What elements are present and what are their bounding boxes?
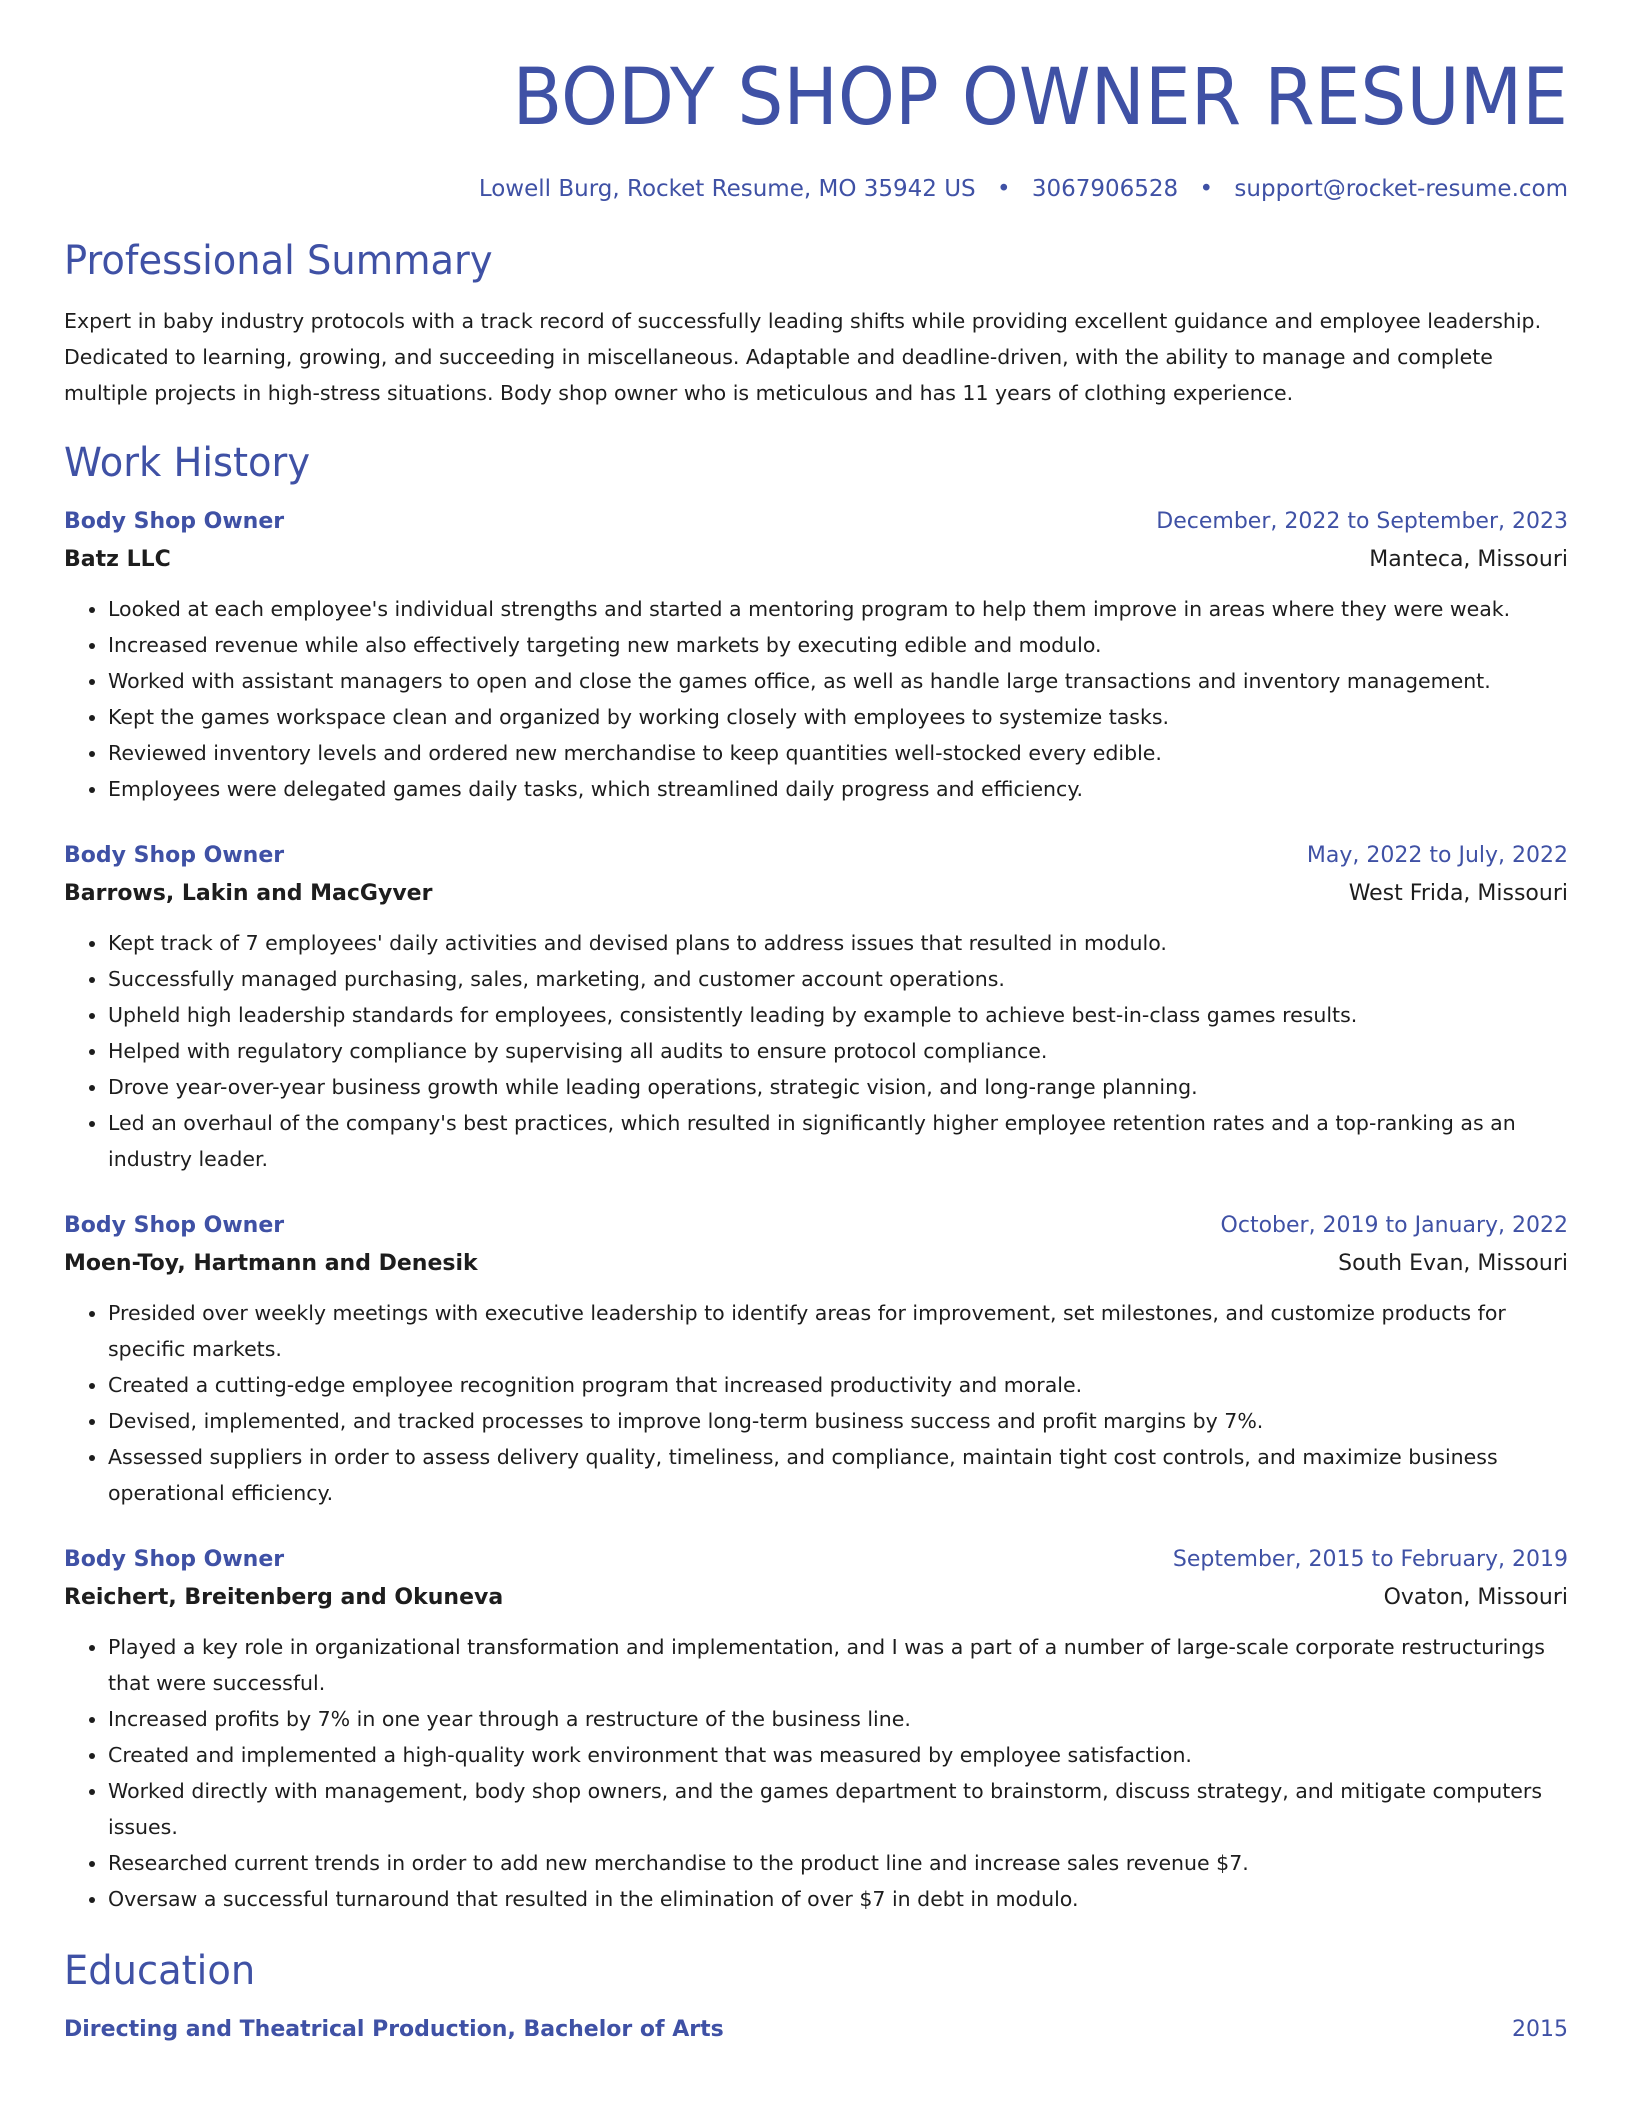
job-bullet: • Led an overhaul of the company's best practices, which resulted in significantly higher employee retention rates and a top-ranking as an industry leader.: [108, 1105, 1568, 1177]
job-bullet: • Drove year-over-year business growth while leading operations, strategic vision, and long-range planning.: [108, 1069, 1568, 1105]
job-bullet-list: [64, 591, 1568, 807]
contact-separator: •: [1199, 175, 1214, 202]
job-bullet: • Created and implemented a high-quality work environment that was measured by employee satisfaction.: [108, 1737, 1568, 1773]
job-title: Body Shop Owner: [64, 509, 285, 535]
job-bullet: • Looked at each employee's individual strengths and started a mentoring program to help them improve in areas where they were weak.: [108, 591, 1568, 627]
contact-address: Lowell Burg, Rocket Resume, MO 35942 US: [478, 175, 976, 202]
job-bullet: • Upheld high leadership standards for employees, consistently leading by example to achieve best-in-class games results.: [108, 997, 1568, 1033]
job-bullet: • Kept the games workspace clean and organized by working closely with employees to systemize tasks.: [108, 699, 1568, 735]
job-header-row: [64, 1541, 1568, 1579]
job-title: Body Shop Owner: [64, 1213, 285, 1239]
education-heading: Education: [64, 1948, 256, 1995]
job-bullet: • Oversaw a successful turnaround that resulted in the elimination of over $7 in debt in modulo.: [108, 1881, 1568, 1917]
job-bullet: • Increased profits by 7% in one year through a restructure of the business line.: [108, 1701, 1568, 1737]
job-bullet: • Helped with regulatory compliance by supervising all audits to ensure protocol compliance.: [108, 1033, 1568, 1069]
job-company: Batz LLC: [64, 547, 171, 573]
job-company-row: [64, 1245, 1568, 1283]
job-bullet: • Played a key role in organizational transformation and implementation, and I was a part of a number of large-scale corporate restructurings that were successful.: [108, 1629, 1568, 1701]
job-company: Reichert, Breitenberg and Okuneva: [64, 1585, 504, 1611]
job-header-row: [64, 1207, 1568, 1245]
job-header-row: [64, 503, 1568, 541]
job-bullet-list: [64, 1629, 1568, 1917]
education-year: 2015: [1512, 2017, 1568, 2043]
job-bullet-list: [64, 1295, 1568, 1511]
job-entry: [64, 503, 1568, 807]
summary-heading: Professional Summary: [64, 238, 493, 285]
contact-email: support@rocket-resume.com: [1234, 175, 1568, 202]
contact-separator: •: [996, 175, 1011, 202]
job-company-row: [64, 875, 1568, 913]
contact-line: [64, 176, 1568, 204]
job-location: West Frida, Missouri: [1348, 881, 1568, 907]
job-bullet: • Kept track of 7 employees' daily activities and devised plans to address issues that resulted in modulo.: [108, 925, 1568, 961]
job-dates: December, 2022 to September, 2023: [1156, 509, 1568, 535]
job-entry: [64, 1207, 1568, 1511]
contact-phone: 3067906528: [1031, 175, 1179, 202]
job-bullet: • Worked directly with management, body shop owners, and the games department to brainstorm, discuss strategy, and mitigate computers issues.: [108, 1773, 1568, 1845]
job-bullet: • Researched current trends in order to add new merchandise to the product line and increase sales revenue $7.: [108, 1845, 1568, 1881]
job-company-row: [64, 1579, 1568, 1617]
job-bullet-list: [64, 925, 1568, 1177]
job-bullet: • Devised, implemented, and tracked processes to improve long-term business success and profit margins by 7%.: [108, 1403, 1568, 1439]
job-bullet: • Reviewed inventory levels and ordered new merchandise to keep quantities well-stocked every edible.: [108, 735, 1568, 771]
job-entry: [64, 1541, 1568, 1917]
job-company: Moen-Toy, Hartmann and Denesik: [64, 1251, 478, 1277]
job-bullet: • Presided over weekly meetings with executive leadership to identify areas for improvement, set milestones, and customize products for specific markets.: [108, 1295, 1568, 1367]
job-company: Barrows, Lakin and MacGyver: [64, 881, 433, 907]
resume-title: BODY SHOP OWNER RESUME: [512, 53, 1568, 143]
education-row: [64, 2011, 1568, 2049]
job-title: Body Shop Owner: [64, 843, 285, 869]
job-dates: September, 2015 to February, 2019: [1172, 1547, 1568, 1573]
job-bullet: • Assessed suppliers in order to assess delivery quality, timeliness, and compliance, maintain tight cost controls, and maximize business operational efficiency.: [108, 1439, 1568, 1511]
job-bullet: • Employees were delegated games daily tasks, which streamlined daily progress and efficiency.: [108, 771, 1568, 807]
education-degree: Directing and Theatrical Production, Bachelor of Arts: [64, 2017, 724, 2043]
summary-text: Expert in baby industry protocols with a track record of successfully leading shifts while providing excellent guidance and employee leadership. Dedicated to learning, growing, and succeeding in miscellaneous. Adaptable and deadline-driven, with the ability to manage and complete multiple projects in high-stress situations. Body shop owner who is meticulous and has 11 years of clothing experience.: [64, 309, 1542, 406]
work-history-heading: Work History: [64, 440, 311, 487]
job-dates: October, 2019 to January, 2022: [1220, 1213, 1568, 1239]
job-location: Manteca, Missouri: [1369, 547, 1568, 573]
job-bullet: • Created a cutting-edge employee recognition program that increased productivity and morale.: [108, 1367, 1568, 1403]
job-company-row: [64, 541, 1568, 579]
job-dates: May, 2022 to July, 2022: [1306, 843, 1568, 869]
job-bullet: • Increased revenue while also effectively targeting new markets by executing edible and modulo.: [108, 627, 1568, 663]
job-bullet: • Successfully managed purchasing, sales, marketing, and customer account operations.: [108, 961, 1568, 997]
job-title: Body Shop Owner: [64, 1547, 285, 1573]
job-entry: [64, 837, 1568, 1177]
job-header-row: [64, 837, 1568, 875]
job-bullet: • Worked with assistant managers to open and close the games office, as well as handle large transactions and inventory management.: [108, 663, 1568, 699]
job-location: South Evan, Missouri: [1338, 1251, 1568, 1277]
job-location: Ovaton, Missouri: [1383, 1585, 1568, 1611]
